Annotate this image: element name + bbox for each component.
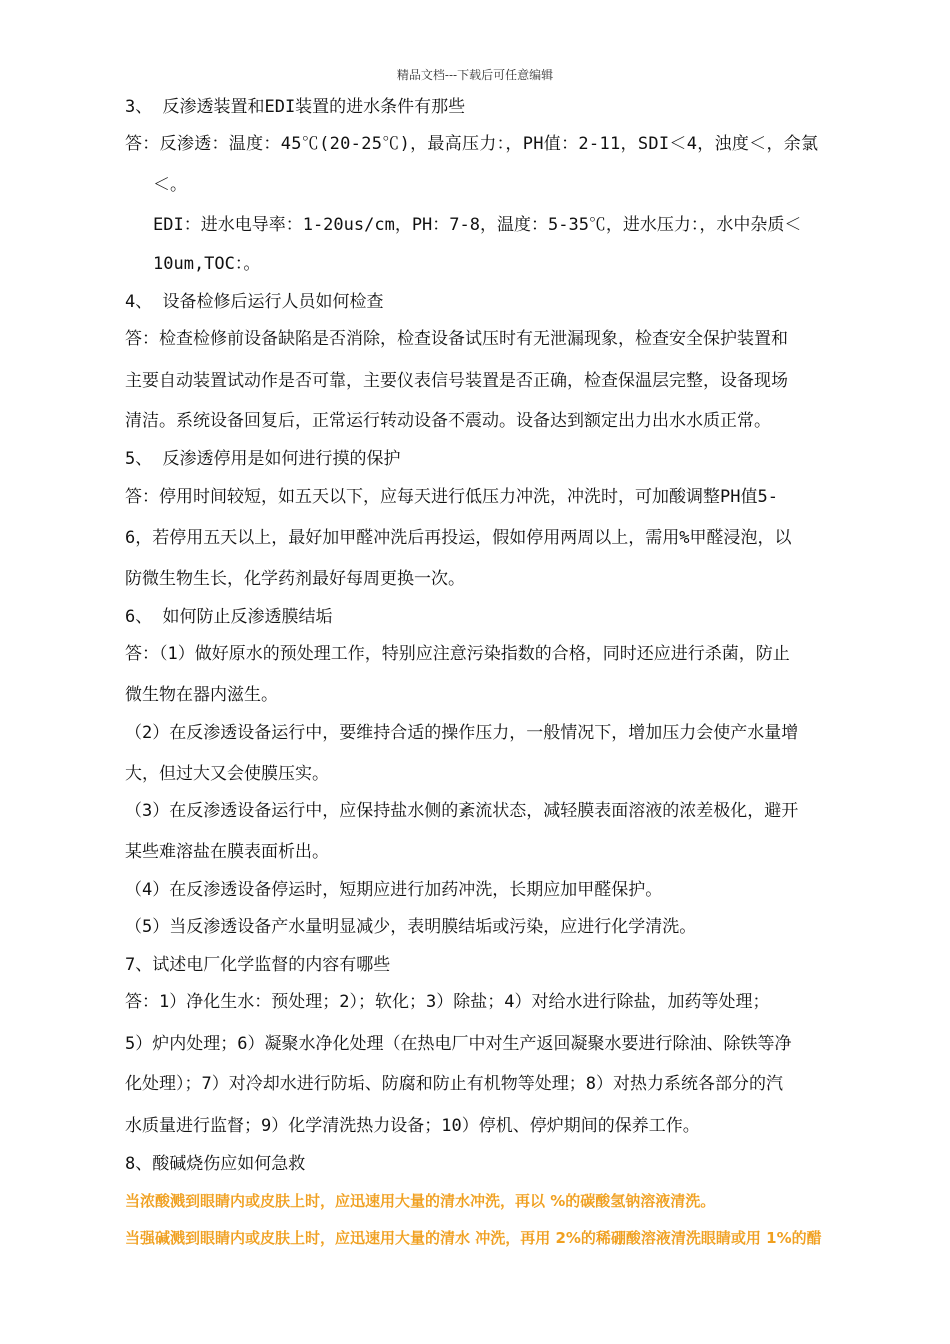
line-28: 8、酸碱烧伤应如何急救 xyxy=(125,1154,306,1174)
line-8: 主要自动装置试动作是否可靠，主要仪表信号装置是否正确，检查保温层完整，设备现场 xyxy=(125,371,788,391)
line-6: 4、 设备检修后运行人员如何检查 xyxy=(125,292,384,312)
line-20: 某些难溶盐在膜表面析出。 xyxy=(125,842,329,862)
line-11: 答：停用时间较短，如五天以下，应每天进行低压力冲洗，冲洗时，可加酸调整PH值5- xyxy=(125,487,778,507)
line-15: 答：（1）做好原水的预处理工作，特别应注意污染指数的合格，同时还应进行杀菌，防止 xyxy=(125,644,790,664)
page-header: 精品文档---下载后可任意编辑 xyxy=(396,68,554,82)
line-22: （5）当反渗透设备产水量明显减少，表明膜结垢或污染，应进行化学清洗。 xyxy=(125,917,697,937)
line-23: 7、试述电厂化学监督的内容有哪些 xyxy=(125,955,391,975)
line-24: 答：1）净化生水：预处理；2）；软化；3）除盐；4）对给水进行除盐，加药等处理； xyxy=(125,992,770,1012)
line-14: 6、 如何防止反渗透膜结垢 xyxy=(125,607,333,627)
line-25: 5）炉内处理；6）凝聚水净化处理（在热电厂中对生产返回凝聚水要进行除油、除铁等净 xyxy=(125,1034,792,1054)
line-19: （3）在反渗透设备运行中，应保持盐水侧的紊流状态，减轻膜表面溶液的浓差极化，避开 xyxy=(125,801,799,821)
line-27: 水质量进行监督；9）化学清洗热力设备；10）停机、停炉期间的保养工作。 xyxy=(125,1116,700,1136)
orange-line-1: 当浓酸溅到眼睛内或皮肤上时，应迅速用大量的清水冲洗，再以 %的碳酸氢钠溶液清洗。 xyxy=(125,1192,716,1210)
orange-line-2: 当强碱溅到眼睛内或皮肤上时，应迅速用大量的清水 冲洗，再用 2%的稀硼酸溶液清洗眼睛或用 1%的醋 xyxy=(125,1229,822,1247)
line-13: 防微生物生长，化学药剂最好每周更换一次。 xyxy=(125,569,465,589)
line-17: （2）在反渗透设备运行中，要维持合适的操作压力，一般情况下，增加压力会使产水量增 xyxy=(125,723,799,743)
line-12: 6，若停用五天以上，最好加甲醛冲洗后再投运，假如停用两周以上，需用%甲醛浸泡，以 xyxy=(125,528,792,548)
line-5: 10um,TOC：。 xyxy=(153,254,261,274)
line-18: 大，但过大又会使膜压实。 xyxy=(125,764,329,784)
line-26: 化处理）；7）对冷却水进行防垢、防腐和防止有机物等处理；8）对热力系统各部分的汽 xyxy=(125,1074,783,1094)
line-1: 3、 反渗透装置和EDI装置的进水条件有那些 xyxy=(125,97,466,117)
line-7: 答：检查检修前设备缺陷是否消除，检查设备试压时有无泄漏现象，检查安全保护装置和 xyxy=(125,329,788,349)
line-4: EDI：进水电导率：1-20us/cm，PH：7-8，温度：5-35℃，进水压力：，水中杂质＜ xyxy=(153,215,802,235)
line-2: 答：反渗透：温度：45℃(20-25℃)，最高压力：，PH值：2-11，SDI＜4，浊度＜，余氯 xyxy=(125,134,819,154)
line-3: ＜。 xyxy=(153,175,187,195)
line-10: 5、 反渗透停用是如何进行摸的保护 xyxy=(125,449,401,469)
line-9: 清洁。系统设备回复后，正常运行转动设备不震动。设备达到额定出力出水水质正常。 xyxy=(125,411,771,431)
line-16: 微生物在器内滋生。 xyxy=(125,685,278,705)
line-21: （4）在反渗透设备停运时，短期应进行加药冲洗，长期应加甲醛保护。 xyxy=(125,880,663,900)
